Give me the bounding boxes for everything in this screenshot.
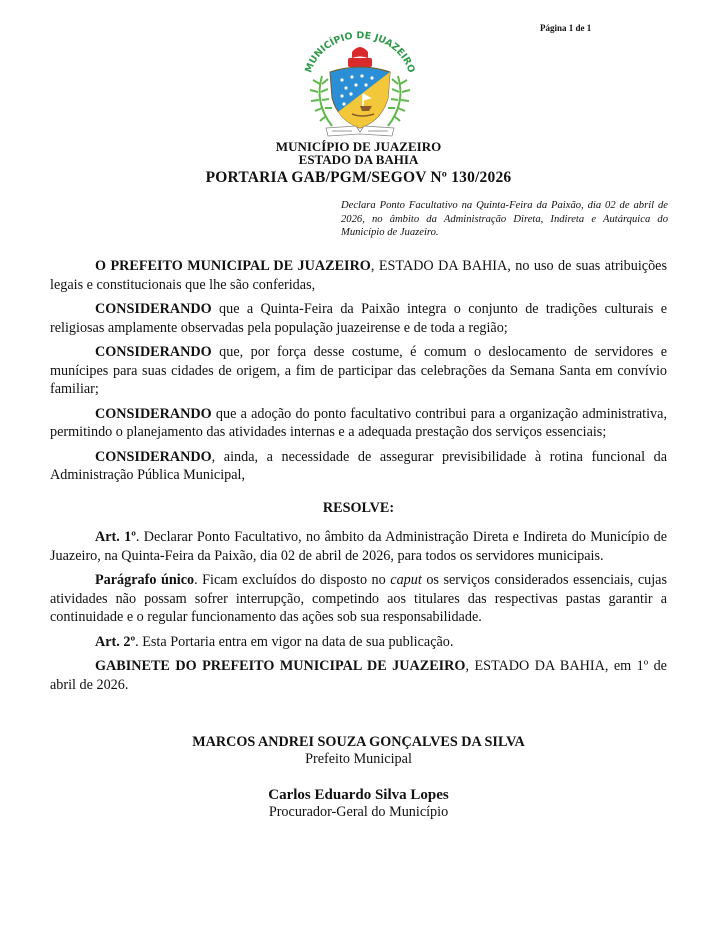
article-2-label: Art. 2º [95,633,136,650]
considerando-label: CONSIDERANDO [95,344,212,360]
municipality-name: MUNICÍPIO DE JUAZEIRO [275,139,442,154]
state-name: ESTADO DA BAHIA [298,152,419,167]
article-1-label: Art. 1º [95,529,136,545]
preamble-bold: O PREFEITO MUNICIPAL DE JUAZEIRO [95,258,371,274]
signatory-role: Prefeito Municipal [305,751,412,767]
document-body [50,257,667,700]
article-2-text: . Esta Portaria entra em vigor na data de sua publicação. [135,633,454,650]
closing-paragraph [50,657,667,694]
considerando-paragraph [50,300,667,337]
closing-bold: GABINETE DO PREFEITO MUNICIPAL DE JUAZEIRO [95,658,466,674]
article-1-text: . Declarar Ponto Facultativo, no âmbito da Administração Direta e Indireta do Município de Juazeiro, na Quinta-Feira da Paixão, dia 02 de abril de 2026, para todos os servidores municipais. [50,529,668,564]
document-header [0,140,717,188]
article-2 [50,633,667,652]
paragrafo-unico-text-after: os serviços considerados essenciais, cujas atividades não possam sofrer interrupção, competindo aos titulares das respectivas pastas garantir a continuidade e o regular funcionamento das ações sob sua responsabilidade. [50,572,667,625]
closing-text: , ESTADO DA BAHIA, em 1º de abril de 2026. [50,658,667,693]
ementa-summary: Declara Ponto Facultativo na Quinta-Feira da Paixão, dia 02 de abril de 2026, no âmbito da Administração Direta, Indireta e Autárquica do Município de Juazeiro. [341,200,668,238]
considerando-text: que a Quinta-Feira da Paixão integra o conjunto de tradições culturais e religiosas amplamente observadas pela população juazeirense e de toda a região; [50,301,667,336]
article-1 [50,528,667,565]
crest-arc-text: MUNICÍPIO DE JUAZEIRO [303,30,417,75]
caput-term: caput [390,572,422,588]
paragrafo-unico-text-before: . Ficam excluídos do disposto no [194,572,391,588]
considerando-paragraph [50,405,667,442]
paragrafo-unico-label: Parágrafo único [95,572,195,588]
considerando-text: que a adoção do ponto facultativo contribui para a organização administrativa, permitindo o planejamento das atividades internas e a adequada prestação dos serviços essenciais; [50,405,667,440]
coat-of-arms-icon [300,28,420,140]
laurel-left-icon [310,76,332,126]
considerando-paragraph [50,448,667,485]
preamble-paragraph [50,257,667,294]
signature-block [0,734,717,821]
signature-attorney-general [0,787,717,821]
preamble-text: , ESTADO DA BAHIA, no uso de suas atribuições legais e constitucionais que lhe são conferidas, [50,258,667,293]
paragrafo-unico [50,571,667,627]
resolve-heading: RESOLVE: [322,499,395,516]
considerando-text: , ainda, a necessidade de assegurar previsibilidade à rotina funcional da Administração Pública Municipal, [50,448,667,483]
municipal-coat-of-arms [300,28,420,140]
document-title: PORTARIA GAB/PGM/SEGOV Nº 130/2026 [205,169,512,186]
laurel-right-icon [388,76,410,126]
signature-mayor [0,734,717,768]
considerando-label: CONSIDERANDO [95,301,212,317]
mural-crown-icon [348,47,372,67]
shield-icon [330,67,390,128]
signatory-name: Carlos Eduardo Silva Lopes [268,787,449,803]
page-indicator: Página 1 de 1 [540,23,592,33]
considerando-text: que, por força desse costume, é comum o deslocamento de servidores e munícipes para suas cidades de origem, a fim de participar das celebrações da Semana Santa em convívio familiar; [50,344,667,397]
considerando-paragraph [50,343,667,399]
signatory-role: Procurador-Geral do Município [268,804,449,820]
considerando-label: CONSIDERANDO [95,448,212,465]
signatory-name: MARCOS ANDREI SOUZA GONÇALVES DA SILVA [192,734,525,750]
considerando-label: CONSIDERANDO [95,405,212,422]
